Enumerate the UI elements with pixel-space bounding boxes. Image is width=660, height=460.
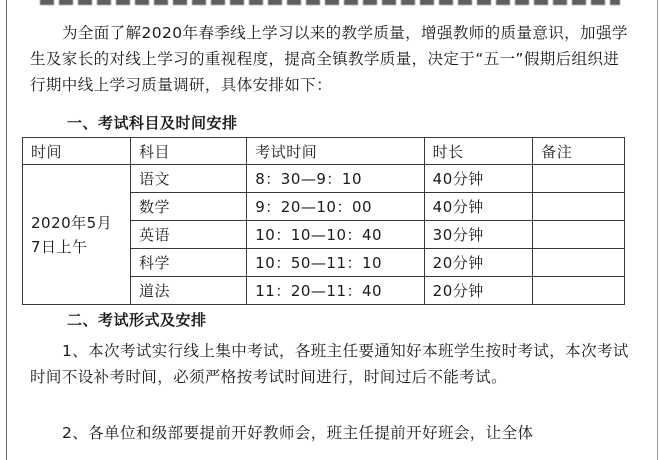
section-1-heading: 一、考试科目及时间安排 [67, 114, 238, 132]
duration-cell: 40分钟 [424, 165, 533, 193]
duration-cell: 20分钟 [424, 277, 533, 305]
exam-time-cell: 11：20—11：40 [247, 277, 424, 305]
exam-schedule-table [22, 137, 625, 305]
item-1-paragraph [30, 338, 630, 390]
exam-time-cell: 8：30—9：10 [247, 165, 424, 193]
duration-cell: 20分钟 [424, 249, 533, 277]
intro-text: 为全面了解2020年春季线上学习以来的教学质量，增强教师的质量意识，加强学生及家长的对线上学习的重视程度，提高全镇教学质量，决定于“五一”假期后组织进行期中线上学习质量调研，具体安排如下： [30, 24, 628, 94]
exam-time-cell: 9：20—10：00 [247, 193, 424, 221]
table-header-row [23, 138, 625, 165]
subject-cell: 数学 [130, 193, 246, 221]
note-cell [533, 193, 625, 221]
header-subject: 科目 [130, 138, 246, 165]
item-1-text: 1、本次考试实行线上集中考试，各班主任要通知好本班学生按时考试，本次考试时间不设补考时间，必须严格按考试时间进行，时间过后不能考试。 [30, 342, 629, 386]
note-cell [533, 249, 625, 277]
exam-time-cell: 10：10—10：40 [247, 221, 424, 249]
intro-paragraph [30, 20, 630, 98]
note-cell [533, 221, 625, 249]
cut-off-title-line [40, 0, 620, 5]
note-cell [533, 277, 625, 305]
note-cell [533, 165, 625, 193]
item-2-text: 2、各单位和级部要提前开好教师会，班主任提前开好班会，让全体 [62, 424, 534, 442]
header-duration: 时长 [424, 138, 533, 165]
subject-cell: 道法 [130, 277, 246, 305]
table-row [23, 165, 625, 193]
exam-time-cell: 10：50—11：10 [247, 249, 424, 277]
date-cell [23, 165, 131, 305]
subject-cell: 英语 [130, 221, 246, 249]
subject-cell: 语文 [130, 165, 246, 193]
duration-cell: 40分钟 [424, 193, 533, 221]
item-2-paragraph [30, 420, 630, 446]
date-line-1: 2020年5月 [31, 213, 113, 232]
subject-cell: 科学 [130, 249, 246, 277]
section-2-heading: 二、考试形式及安排 [67, 311, 207, 329]
date-line-2: 7日上午 [31, 237, 88, 256]
header-note: 备注 [533, 138, 625, 165]
duration-cell: 30分钟 [424, 221, 533, 249]
header-exam-time: 考试时间 [247, 138, 424, 165]
header-time: 时间 [23, 138, 131, 165]
